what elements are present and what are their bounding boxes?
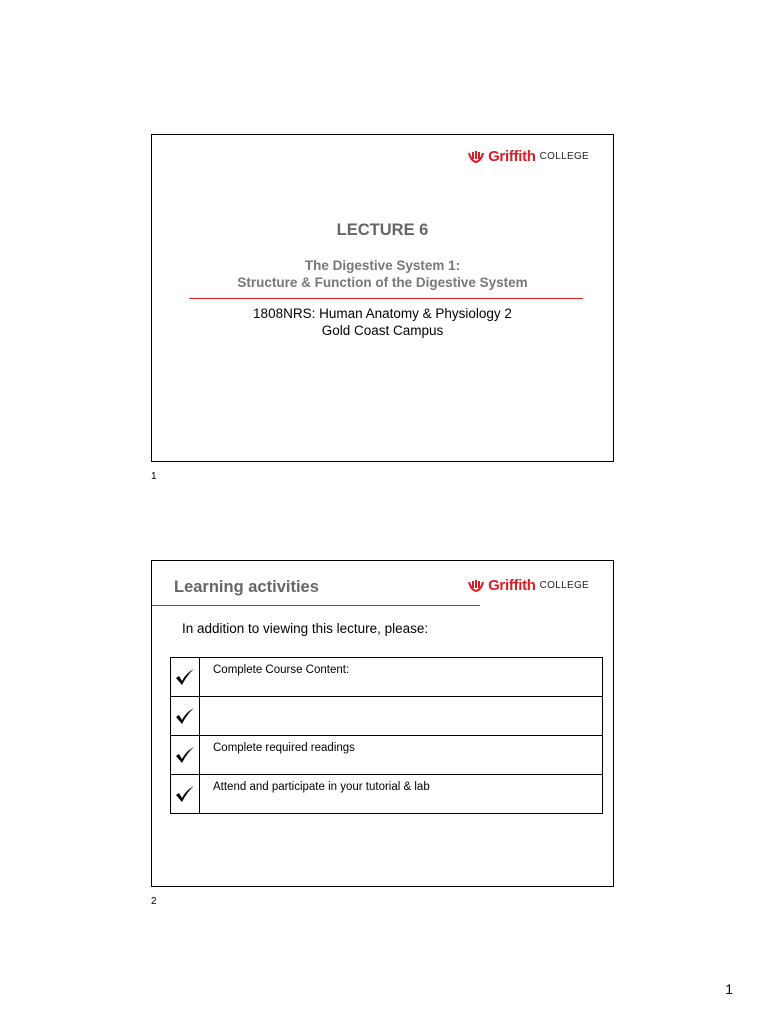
check-cell	[171, 736, 200, 775]
activity-checklist	[170, 657, 603, 814]
checklist-row	[171, 775, 603, 814]
checkmark-icon	[175, 668, 195, 686]
check-cell	[171, 697, 200, 736]
checklist-item-text: Complete Course Content:	[200, 658, 603, 697]
slide-1	[151, 134, 614, 462]
document-page-number: 1	[725, 981, 733, 997]
subtitle-line-1: The Digestive System 1:	[304, 258, 461, 273]
course-line-1: 1808NRS: Human Anatomy & Physiology 2	[253, 306, 512, 321]
griffith-college-logo	[467, 148, 589, 165]
divider	[189, 298, 583, 299]
intro-text: In addition to viewing this lecture, please:	[182, 621, 429, 636]
checkmark-icon	[175, 746, 195, 764]
logo-brand: Griffith	[488, 577, 536, 594]
griffith-logo-mark-icon	[467, 150, 485, 164]
slide-number-2: 2	[151, 896, 157, 907]
griffith-logo-mark-icon	[467, 579, 485, 593]
checklist-row	[171, 658, 603, 697]
checklist-item-text: Attend and participate in your tutorial & lab	[200, 775, 603, 814]
slide-number-1: 1	[151, 471, 157, 482]
checklist-row	[171, 697, 603, 736]
course-line-2: Gold Coast Campus	[321, 323, 444, 338]
logo-sub: COLLEGE	[539, 151, 589, 162]
checkmark-icon	[175, 785, 195, 803]
logo-brand: Griffith	[488, 148, 536, 165]
checklist-item-text	[200, 697, 603, 736]
logo-sub: COLLEGE	[539, 580, 589, 591]
check-cell	[171, 658, 200, 697]
checklist-item-text: Complete required readings	[200, 736, 603, 775]
lecture-title: LECTURE 6	[336, 221, 429, 239]
lecture-subtitle	[152, 257, 613, 291]
subtitle-line-2: Structure & Function of the Digestive System	[237, 275, 528, 290]
divider	[152, 605, 480, 606]
learning-activities-heading: Learning activities	[174, 578, 319, 596]
slide-2	[151, 560, 614, 887]
checkmark-icon	[175, 707, 195, 725]
checklist-row	[171, 736, 603, 775]
course-info	[152, 305, 613, 339]
griffith-college-logo	[467, 577, 589, 594]
check-cell	[171, 775, 200, 814]
